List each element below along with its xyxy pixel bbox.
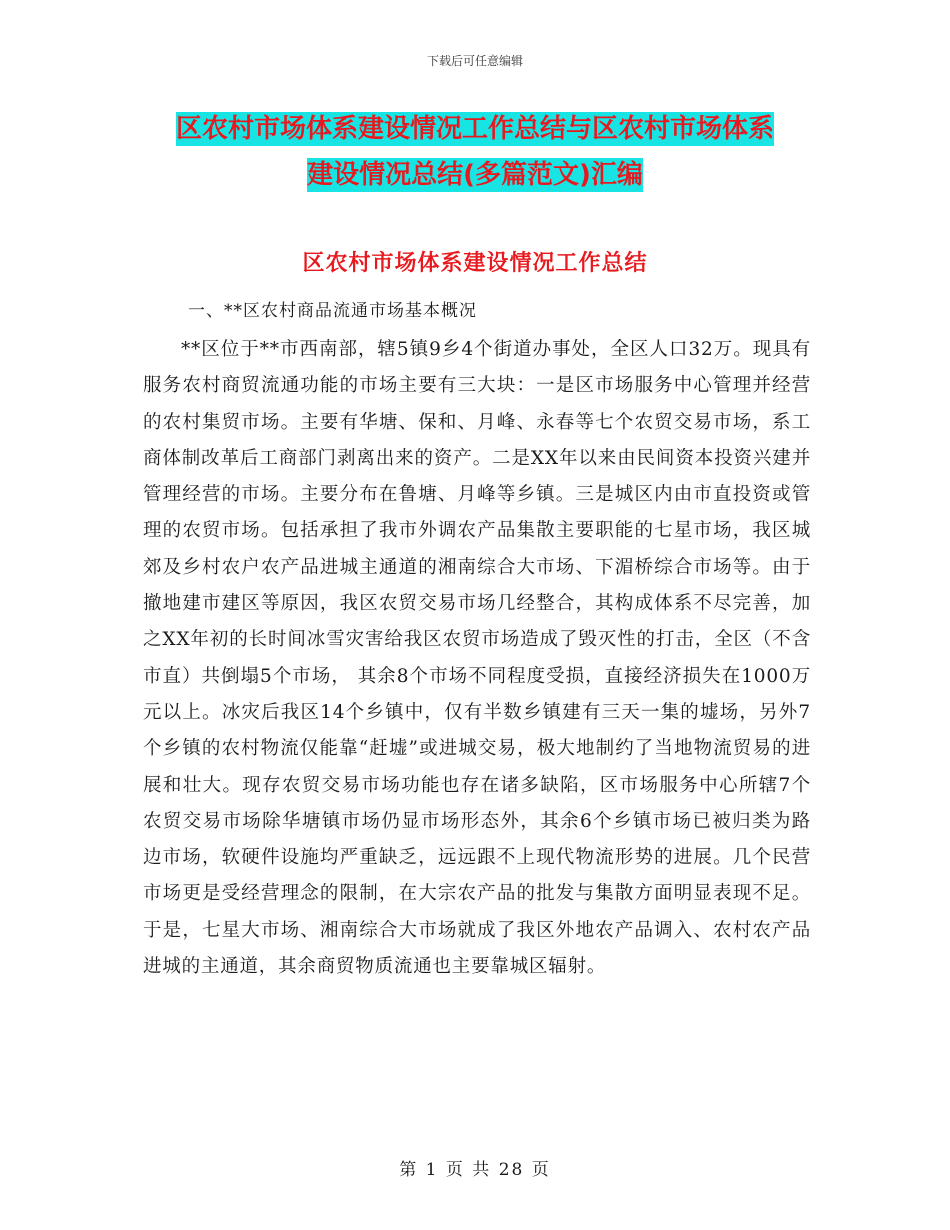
body-paragraph: **区位于**市西南部，辖5镇9乡4个街道办事处，全区人口32万。现具有服务农村商贸流通功能的市场主要有三大块：一是区市场服务中心管理并经营的农村集贸市场。主要有华塘、保和、月峰、永春等七个农贸交易市场，系工商体制改革后工商部门剥离出来的资产。二是XX年以来由民间资本投资兴建并管理经营的市场。主要分布在鲁塘、月峰等乡镇。三是城区内由市直投资或管理的农贸市场。包括承担了我市外调农产品集散主要职能的七星市场，我区城郊及乡村农户农产品进城主通道的湘南综合大市场、下湄桥综合市场等。由于撤地建市建区等原因，我区农贸交易市场几经整合，其构成体系不尽完善，加之XX年初的长时间冰雪灾害给我区农贸市场造成了毁灭性的打击，全区（不含市直）共倒塌5个市场， 其余8个市场不同程度受损，直接经济损失在1000万元以上。冰灾后我区14个乡镇中，仅有半数乡镇建有三天一集的墟场，另外7个乡镇的农村物流仅能靠“赶墟”或进城交易，极大地制约了当地物流贸易的进展和壮大。现存农贸交易市场功能也存在诸多缺陷，区市场服务中心所辖7个农贸交易市场除华塘镇市场仍显市场形态外，其余6个乡镇市场已被归类为路边市场，软硬件设施均严重缺乏，远远跟不上现代物流形势的进展。几个民营市场更是受经营理念的限制，在大宗农产品的批发与集散方面明显表现不足。于是，七星大市场、湘南综合大市场就成了我区外地农产品调入、农村农产品进城的主通道，其余商贸物质流通也主要靠城区辐射。 <box>143 339 811 978</box>
title-line-1: 区农村市场体系建设情况工作总结与区农村市场体系 <box>175 114 774 144</box>
title-line-2: 建设情况总结(多篇范文)汇编 <box>307 160 643 190</box>
page-number: 第 1 页 共 28 页 <box>399 1160 551 1180</box>
header-note: 下载后可任意编辑 <box>426 54 523 68</box>
section-heading: 一、**区农村商品流通市场基本概况 <box>188 301 477 321</box>
section-title: 区农村市场体系建设情况工作总结 <box>302 251 648 276</box>
document-title <box>150 106 800 198</box>
